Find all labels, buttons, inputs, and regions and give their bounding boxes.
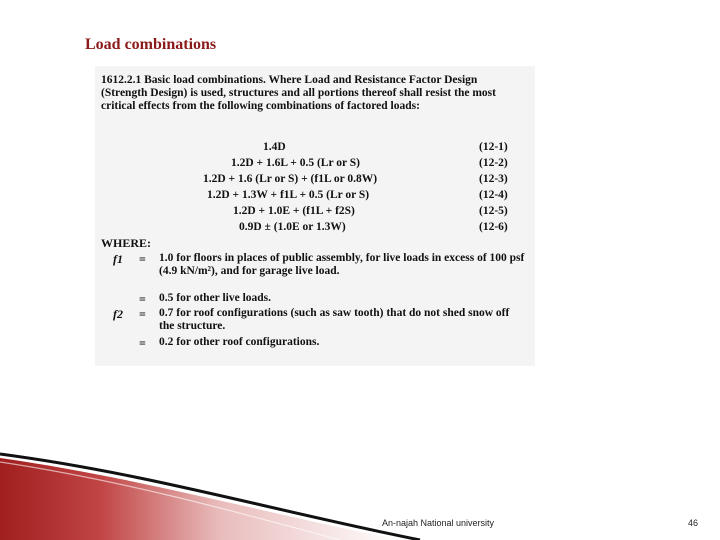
definition-symbol: f1 (113, 252, 123, 266)
definition-equals: = (139, 292, 146, 306)
definition-symbol: f2 (113, 307, 123, 321)
slide-title: Load combinations (85, 36, 217, 53)
definition-text: 0.2 for other roof configurations. (159, 336, 320, 348)
definition-text: 0.7 for roof configurations (such as saw tooth) that do not shed snow off the structure. (159, 307, 510, 332)
combination-expr: 1.2D + 1.6L + 0.5 (Lr or S) (231, 157, 360, 169)
combination-number: (12-1) (479, 141, 508, 153)
definition-equals: = (139, 336, 146, 350)
combination-number: (12-2) (479, 157, 508, 169)
combination-number: (12-4) (479, 189, 508, 201)
decorative-swoosh (0, 440, 720, 540)
definition-text: 1.0 for floors in places of public assembly, for live loads in excess of 100 psf (4.9 kN/m²), and for garage live load. (159, 252, 525, 277)
definition-text: 0.5 for other live loads. (159, 292, 272, 304)
combination-expr: 1.2D + 1.0E + (f1L + f2S) (233, 205, 355, 217)
where-label: WHERE: (101, 236, 152, 250)
combination-expr: 1.2D + 1.6 (Lr or S) + (f1L or 0.8W) (203, 173, 378, 185)
combination-expr: 1.2D + 1.3W + f1L + 0.5 (Lr or S) (207, 189, 370, 201)
definition-equals: = (139, 307, 146, 321)
combination-number: (12-6) (479, 221, 508, 233)
footer-text: An-najah National university (382, 518, 495, 528)
definition-equals: = (139, 252, 146, 266)
combination-expr: 0.9D ± (1.0E or 1.3W) (239, 221, 346, 233)
section-intro: 1612.2.1 Basic load combinations. Where Load and Resistance Factor Design (Strength Design) is used, structures and all portions thereof shall resist the most critical effects from the following combinations of factored loads: (101, 74, 496, 112)
page-number: 46 (688, 518, 699, 528)
combination-number: (12-5) (479, 205, 508, 217)
combination-number: (12-3) (479, 173, 508, 185)
code-excerpt (95, 66, 535, 366)
combination-expr: 1.4D (263, 141, 286, 153)
